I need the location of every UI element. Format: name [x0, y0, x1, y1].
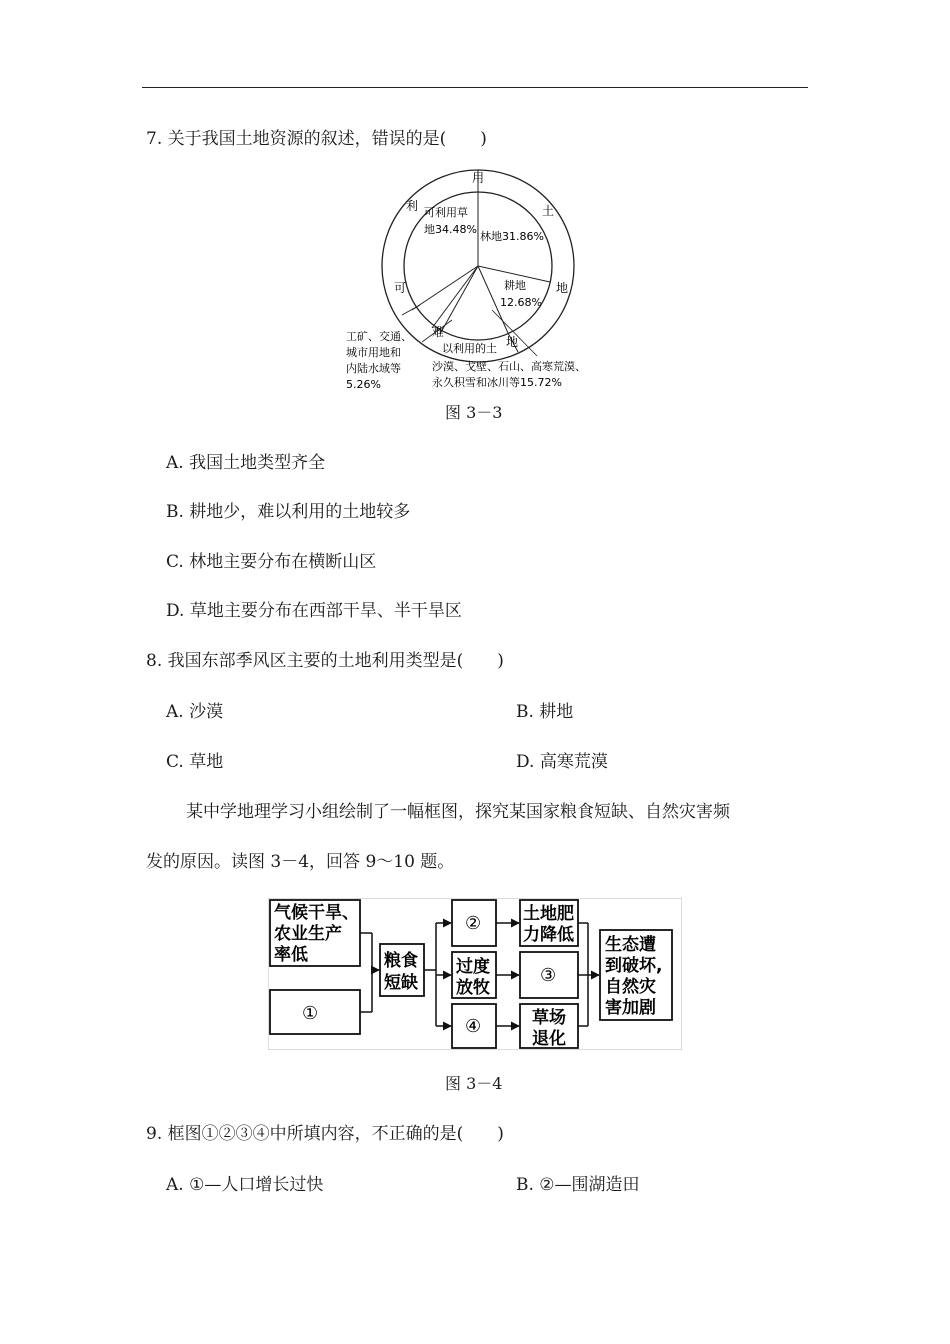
box-climate-text: 气候干旱、 [274, 903, 359, 923]
q7-option-a: A. 我国土地类型齐全 [166, 453, 326, 473]
cause-flow-diagram [268, 898, 682, 1050]
question-7-stem: 7. 关于我国土地资源的叙述，错误的是( ) [146, 129, 487, 149]
q7-option-b: B. 耕地少，难以利用的土地较多 [166, 502, 411, 522]
question-9-stem: 9. 框图①②③④中所填内容，不正确的是( ) [146, 1124, 504, 1144]
ring-char: 地 [556, 281, 569, 295]
box-food-text: 粮食 [384, 951, 418, 971]
q9-option-a: A. ①—人口增长过快 [166, 1175, 324, 1195]
q8-option-d: D. 高寒荒漠 [516, 752, 608, 772]
figure-3-3-caption: 图 3－3 [445, 403, 503, 422]
box-4-text: ④ [465, 1016, 482, 1037]
box-eco-text: 自然灾 [605, 977, 656, 997]
desert-label: 沙漠、戈壁、石山、高寒荒漠、 [432, 360, 586, 373]
question-8-stem: 8. 我国东部季风区主要的土地利用类型是( ) [146, 651, 504, 671]
q8-option-b: B. 耕地 [516, 702, 574, 722]
box-grass-text: 退化 [532, 1029, 566, 1049]
farmland-label: 12.68% [500, 296, 542, 309]
leader-line [492, 310, 537, 356]
q9-option-b: B. ②—围湖造田 [516, 1175, 640, 1195]
box-grass-text: 草场 [532, 1008, 566, 1028]
intro-line-2: 发的原因。读图 3－4，回答 9～10 题。 [146, 852, 455, 872]
box-eco-text: 害加剧 [605, 998, 656, 1018]
box-grazing-text: 放牧 [456, 978, 490, 998]
slice-line [412, 266, 478, 310]
ring-char: 土 [542, 204, 555, 218]
q8-option-a: A. 沙漠 [166, 702, 224, 722]
farmland-label: 耕地 [504, 279, 526, 292]
q7-option-d: D. 草地主要分布在西部干旱、半干旱区 [166, 601, 462, 621]
figure-3-4-caption: 图 3－4 [445, 1074, 503, 1093]
box-soil-text: 力降低 [523, 925, 574, 945]
box-eco-text: 生态遭 [605, 935, 656, 955]
q8-option-c: C. 草地 [166, 752, 224, 772]
mining-label: 内陆水域等 [346, 362, 401, 375]
box-soil-text: 土地肥 [523, 904, 574, 924]
grassland-label: 地34.48% [424, 223, 477, 236]
box-2-text: ② [465, 913, 482, 934]
box-climate-text: 农业生产 [274, 924, 342, 944]
grassland-label: 可利用草 [424, 206, 468, 219]
mining-label: 工矿、交通、 [346, 330, 412, 343]
box-grazing-text: 过度 [456, 957, 490, 977]
forest-label: 林地31.86% [480, 230, 544, 243]
header-rule [142, 87, 808, 88]
hard-to-use-label: 以利用的土 [442, 342, 497, 355]
box-eco-text: 到破坏, [605, 956, 663, 976]
land-use-pie-figure [332, 160, 622, 395]
box-climate-text: 率低 [274, 945, 308, 965]
ring-char: 地 [506, 335, 519, 349]
intro-line-1: 某中学地理学习小组绘制了一幅框图，探究某国家粮食短缺、自然灾害频 [186, 802, 730, 822]
ring-char: 利 [406, 199, 419, 213]
ring-char: 难 [432, 325, 445, 339]
q7-option-c: C. 林地主要分布在横断山区 [166, 552, 377, 572]
box-1-text: ① [302, 1003, 319, 1024]
mining-label: 5.26% [346, 378, 381, 391]
box-food-text: 短缺 [384, 973, 418, 993]
slice-line [440, 266, 478, 334]
ring-char: 可 [394, 281, 407, 295]
ring-char: 用 [472, 171, 485, 185]
box-3-text: ③ [540, 965, 557, 986]
desert-label: 永久积雪和冰川等15.72% [432, 376, 562, 389]
slice-line [432, 266, 478, 328]
mining-label: 城市用地和 [346, 346, 401, 359]
